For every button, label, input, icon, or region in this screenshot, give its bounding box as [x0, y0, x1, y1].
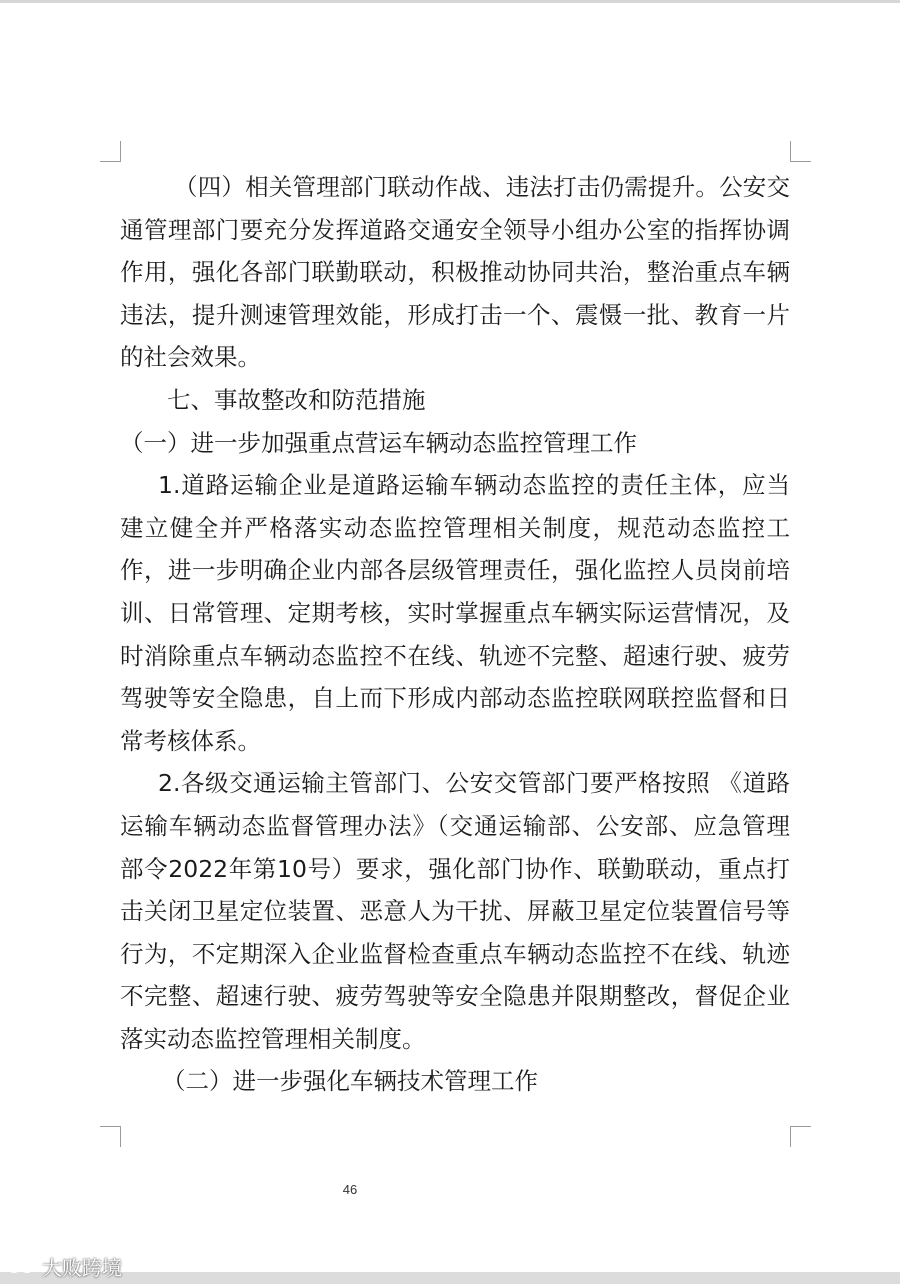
- watermark-text: 大败跨境: [42, 1255, 122, 1280]
- crop-mark-bottom-left: [100, 1126, 121, 1147]
- paragraph-line: 违法，提升测速管理效能，形成打击一个、震慑一批、教育一片: [120, 300, 790, 329]
- paragraph-line: 行为，不定期深入企业监督检查重点车辆动态监控不在线、轨迹: [120, 939, 790, 968]
- subsection-heading: （一）进一步加强重点营运车辆动态监控管理工作: [120, 428, 637, 457]
- paragraph-line: 作，进一步明确企业内部各层级管理责任，强化监控人员岗前培: [120, 556, 790, 585]
- paragraph-line: 不完整、超速行驶、疲劳驾驶等安全隐患并限期整改，督促企业: [120, 982, 790, 1011]
- crop-mark-top-left: [100, 141, 121, 162]
- paragraph-line: 击关闭卫星定位装置、恶意人为干扰、屏蔽卫星定位装置信号等: [120, 897, 790, 926]
- paragraph-line: 建立健全并严格落实动态监控管理相关制度，规范动态监控工: [120, 513, 790, 542]
- paragraph-line: 通管理部门要充分发挥道路交通安全领导小组办公室的指挥协调: [120, 215, 790, 244]
- watermark-logo-icon: [6, 1255, 38, 1277]
- paragraph-line: 2.各级交通运输主管部门、公安交管部门要严格按照 《道路: [158, 769, 790, 798]
- page-number: 46: [342, 1182, 358, 1197]
- crop-mark-top-right: [790, 141, 811, 162]
- paragraph-line: 1.道路运输企业是道路运输车辆动态监控的责任主体，应当: [158, 471, 790, 500]
- paragraph-line: 的社会效果。: [120, 343, 261, 372]
- paragraph-line: 常考核体系。: [120, 726, 261, 755]
- page-bottom-edge: [0, 1272, 900, 1284]
- subsection-heading: （二）进一步强化车辆技术管理工作: [162, 1067, 538, 1096]
- paragraph-line: （四）相关管理部门联动作战、违法打击仍需提升。公安交: [174, 173, 790, 201]
- paragraph-line: 驾驶等安全隐患，自上而下形成内部动态监控联网联控监督和日: [120, 684, 790, 713]
- paragraph-line: 训、日常管理、定期考核，实时掌握重点车辆实际运营情况，及: [120, 598, 790, 627]
- paragraph-line: 作用，强化各部门联勤联动，积极推动协同共治，整治重点车辆: [120, 258, 790, 287]
- watermark: [6, 1252, 122, 1280]
- document-body: [120, 166, 790, 1103]
- page-top-edge: [0, 0, 900, 3]
- section-heading: 七、事故整改和防范措施: [167, 385, 426, 414]
- paragraph-line: 部令2022年第10号）要求，强化部门协作、联勤联动，重点打: [120, 854, 790, 883]
- paragraph-line: 时消除重点车辆动态监控不在线、轨迹不完整、超速行驶、疲劳: [120, 641, 790, 670]
- paragraph-line: 落实动态监控管理相关制度。: [120, 1024, 426, 1053]
- paragraph-line: 运输车辆动态监督管理办法》（交通运输部、公安部、应急管理: [120, 811, 790, 840]
- crop-mark-bottom-right: [790, 1126, 811, 1147]
